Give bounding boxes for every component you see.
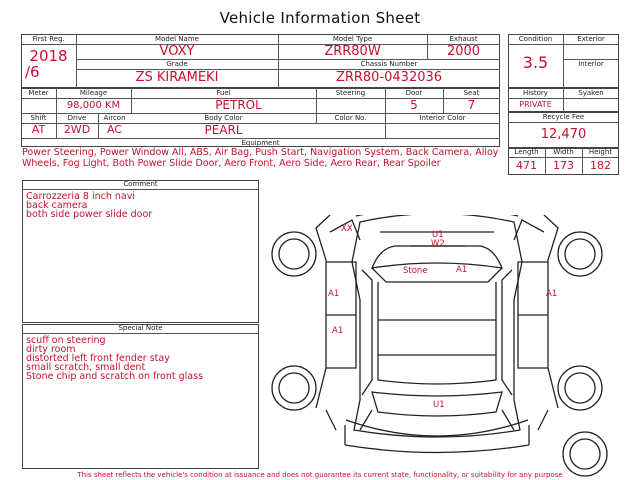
history-label: History: [523, 89, 548, 97]
mark-xx: XX: [341, 224, 353, 234]
drive-label: Drive: [67, 114, 87, 122]
meter-label: Meter: [28, 89, 49, 97]
aircon-label: Aircon: [103, 114, 126, 122]
seat-label: Seat: [463, 89, 480, 97]
body-color-value: PEARL: [204, 123, 243, 137]
roof-panel: [378, 282, 496, 384]
front-windshield: [372, 246, 502, 268]
special-note-line-5: Stone chip and scratch on front glass: [26, 371, 204, 382]
mark-stone: Stone: [403, 266, 428, 276]
drive-value: 2WD: [63, 123, 91, 136]
first-reg-label: First Reg.: [32, 35, 65, 43]
fuel-value: PETROL: [215, 98, 262, 112]
special-note-line-2: dirty room: [26, 344, 76, 355]
syaken-label: Syaken: [578, 89, 604, 97]
model-type-label: Model Type: [332, 35, 373, 43]
first-reg-month: /6: [25, 63, 40, 81]
recycle-fee-value: 12,470: [540, 127, 587, 142]
body-color-label: Body Color: [204, 114, 243, 122]
car-damage-diagram: [262, 215, 620, 477]
mark-u1-front: U1: [432, 230, 444, 240]
model-name-label: Model Name: [155, 35, 199, 43]
history-value: PRIVATE: [519, 100, 552, 109]
steering-label: Steering: [335, 89, 366, 97]
comment-line-3: both side power slide door: [26, 209, 153, 220]
right-side-panel: [538, 215, 558, 430]
first-reg-year: 2018: [29, 47, 68, 65]
interior-label: Interior: [578, 60, 604, 68]
exterior-label: Exterior: [577, 35, 605, 43]
exhaust-value: 2000: [446, 44, 481, 59]
mileage-label: Mileage: [79, 89, 108, 97]
special-note-line-4: small scratch, small dent: [26, 362, 146, 373]
shift-value: AT: [31, 123, 46, 136]
special-note-line-1: scuff on steering: [26, 335, 106, 346]
mark-a1-left-rear: A1: [332, 326, 344, 336]
model-type: ZRR80W: [324, 44, 381, 59]
model-name: VOXY: [159, 44, 195, 59]
mark-a1-left-front: A1: [328, 289, 340, 299]
length-label: Length: [514, 148, 539, 156]
mark-w2: W2: [431, 239, 445, 249]
comment-line-2: back camera: [26, 200, 88, 211]
left-side-panel: [316, 215, 336, 430]
front-bumper: [356, 215, 518, 216]
mark-a1-hood: A1: [456, 265, 468, 275]
mileage-value: 98,000 KM: [66, 100, 121, 111]
grade-value: ZS KIRAMEKI: [135, 70, 219, 85]
special-note-label: Special Note: [118, 324, 163, 332]
condition-grade: 3.5: [522, 53, 549, 72]
disclaimer-footer: This sheet reflects the vehicle's condition at issuance and does not guarantee its current state, functionality, or suitability for any purpose: [77, 471, 563, 479]
recycle-fee-label: Recycle Fee: [542, 113, 585, 121]
door-label: Door: [405, 89, 423, 97]
width-label: Width: [553, 148, 574, 156]
grade-label: Grade: [166, 60, 188, 68]
chassis-number: ZRR80-0432036: [335, 70, 443, 85]
height-label: Height: [588, 148, 613, 156]
aircon-value: AC: [106, 123, 122, 136]
shift-label: Shift: [30, 114, 47, 122]
fuel-label: Fuel: [216, 89, 231, 97]
length-value: 471: [516, 159, 537, 172]
special-note-line-3: distorted left front fender stay: [26, 353, 170, 364]
equipment-list: Power Steering, Power Window All, ABS, Air Bag, Push Start, Navigation System, Back Camera, Alloy Wheels, Fog Light, Both Power Slide Door, Aero Front, Aero Side, Aero Rear, Rear Spoiler: [22, 147, 499, 169]
mark-a1-right-front: A1: [546, 289, 558, 299]
mark-u1-rear: U1: [433, 400, 445, 410]
seat-value: 7: [467, 98, 476, 112]
comment-label: Comment: [123, 180, 158, 188]
comment-line-1: Carrozzeria 8 inch navi: [26, 191, 135, 202]
condition-label: Condition: [518, 35, 553, 43]
page-title: Vehicle Information Sheet: [219, 9, 421, 27]
height-value: 182: [590, 159, 611, 172]
equipment-label: Equipment: [241, 139, 280, 147]
interior-color-label: Interior Color: [419, 114, 466, 122]
width-value: 173: [553, 159, 574, 172]
color-no-label: Color No.: [334, 114, 367, 122]
door-value: 5: [410, 98, 418, 112]
exhaust-label: Exhaust: [449, 35, 478, 43]
chassis-number-label: Chassis Number: [360, 60, 418, 68]
